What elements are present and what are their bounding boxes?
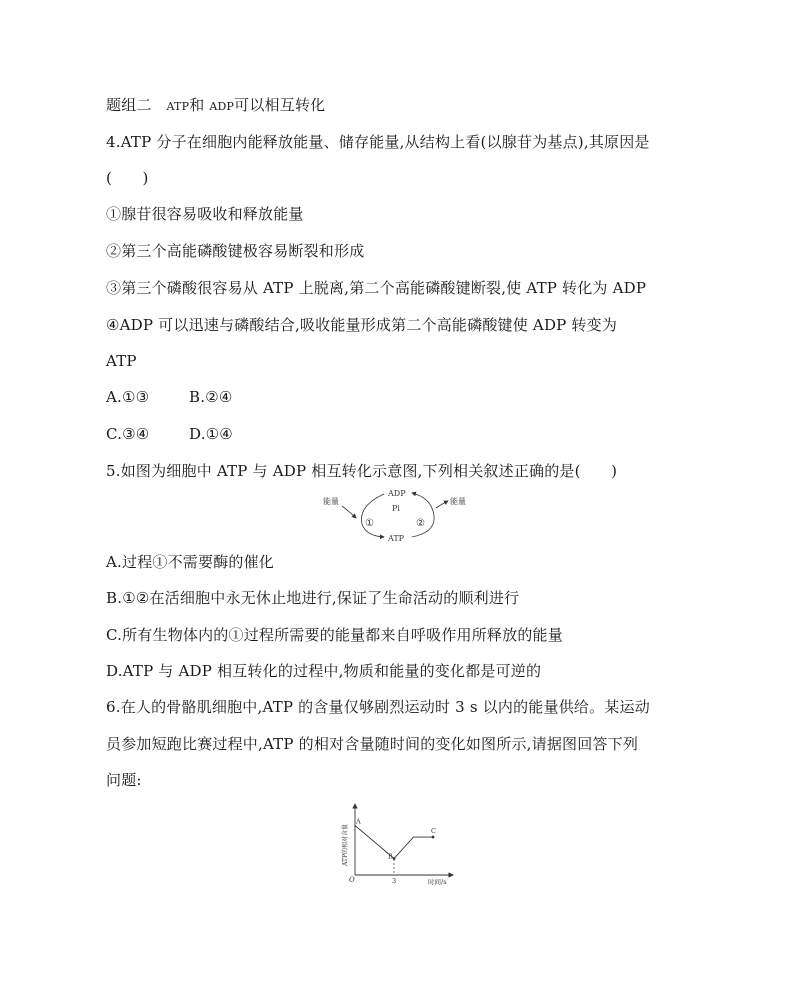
section-title-and: 和	[189, 96, 205, 114]
q5-option-b: B.①②在活细胞中永无休止地进行,保证了生命活动的顺利进行	[106, 589, 520, 607]
point-b	[393, 857, 396, 860]
q4-statement-2: ②第三个高能磷酸键极容易断裂和形成	[106, 242, 365, 260]
section-title-prefix: 题组二	[106, 96, 152, 114]
q5-stem: 5.如图为细胞中 ATP 与 ADP 相互转化示意图,下列相关叙述正确的是( )	[106, 462, 618, 480]
atp-content-chart	[335, 800, 460, 890]
q5-option-a: A.过程①不需要酶的催化	[106, 553, 275, 571]
q4-statement-4a: ④ADP 可以迅速与磷酸结合,吸收能量形成第二个高能磷酸键使 ADP 转变为	[106, 316, 618, 334]
q4-stem: 4.ATP 分子在细胞内能释放能量、储存能量,从结构上看(以腺苷为基点),其原因是	[106, 133, 650, 151]
q5-option-c: C.所有生物体内的①过程所需要的能量都来自呼吸作用所释放的能量	[106, 626, 563, 644]
point-c	[432, 836, 435, 839]
energy-right-label: 能量	[450, 497, 466, 506]
process-2-arrow	[412, 493, 434, 537]
energy-in-arrow	[342, 506, 356, 518]
process-2-label: ②	[416, 518, 425, 529]
q4-option-a: A.①③	[106, 388, 150, 406]
point-label-b: B	[388, 852, 393, 861]
atp-adp-cycle-diagram	[320, 484, 480, 544]
process-1-arrow	[361, 494, 384, 537]
q6-line-2: 员参加短跑比赛过程中,ATP 的相对含量随时间的变化如图所示,请据图回答下列	[106, 735, 639, 753]
pi-label: Pi	[392, 504, 400, 513]
q6-line-3: 问题:	[106, 771, 142, 789]
q4-option-b: B.②④	[189, 388, 233, 406]
q4-option-d: D.①④	[189, 425, 233, 443]
atp-label: ATP	[388, 534, 405, 543]
q6-line-1: 6.在人的骨骼肌细胞中,ATP 的含量仅够剧烈运动时 3 s 以内的能量供给。某运动	[106, 698, 650, 716]
adp-label: ADP	[388, 489, 406, 498]
point-label-c: C	[431, 827, 436, 836]
series-line-atp	[355, 826, 433, 859]
process-1-label: ①	[365, 518, 374, 529]
y-axis-label: ATP的相对含量	[342, 823, 349, 866]
point-label-a: A	[356, 817, 361, 826]
energy-left-label: 能量	[323, 497, 339, 506]
q4-statement-3: ③第三个磷酸很容易从 ATP 上脱离,第二个高能磷酸键断裂,使 ATP 转化为 ADP	[106, 279, 647, 297]
origin-label: O	[349, 876, 355, 884]
section-title	[106, 95, 325, 117]
section-title-suffix: 可以相互转化	[234, 96, 326, 114]
q5-option-d: D.ATP 与 ADP 相互转化的过程中,物质和能量的变化都是可逆的	[106, 662, 542, 680]
section-title-adp: ADP	[209, 100, 235, 113]
energy-out-arrow	[436, 501, 448, 508]
x-axis-label: 时间/s	[428, 878, 447, 886]
q4-option-c: C.③④	[106, 425, 150, 443]
q4-statement-4b: ATP	[106, 352, 137, 370]
q4-statement-1: ①腺苷很容易吸收和释放能量	[106, 205, 304, 223]
section-title-atp: ATP	[166, 100, 190, 113]
q4-blank: ( )	[106, 169, 149, 187]
x-tick-3: 3	[392, 877, 397, 885]
